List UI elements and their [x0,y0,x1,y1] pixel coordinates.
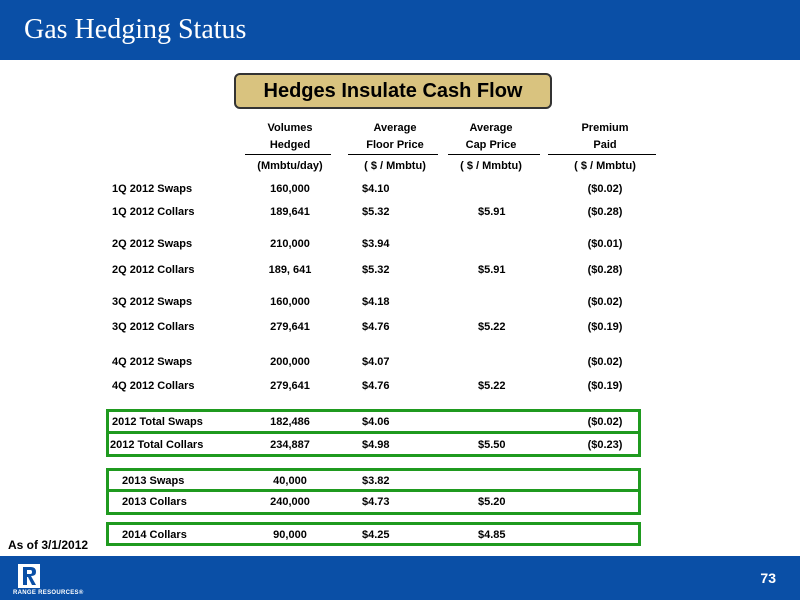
row-volume: 160,000 [270,183,310,195]
row-label: 2012 Total Collars [110,439,204,451]
row-premium: ($0.01) [587,238,623,250]
row-floor-price: $4.76 [362,321,390,333]
row-volume: 160,000 [270,296,310,308]
col-header-floor-line1: Average [373,122,417,134]
units-cap: ( $ / Mmbtu) [460,160,522,172]
logo-wordmark: RANGE RESOURCES® [13,590,84,596]
row-floor-price: $5.32 [362,264,390,276]
row-premium: ($0.19) [587,321,623,333]
row-floor-price: $4.07 [362,356,390,368]
col-header-volumes [240,120,340,154]
table-row [0,437,800,453]
row-volume: 210,000 [270,238,310,250]
table-row [0,262,800,278]
row-volume: 240,000 [270,496,310,508]
col-underline-cap [448,154,540,155]
row-volume: 90,000 [273,529,307,541]
row-floor-price: $3.94 [362,238,390,250]
row-volume: 40,000 [273,475,307,487]
row-cap-price: $5.20 [478,496,506,508]
col-header-cap-line2: Cap Price [465,139,517,151]
row-volume: 234,887 [270,439,310,451]
table-row [0,294,800,310]
col-underline-premium [548,154,656,155]
col-header-volumes-line2: Hedged [269,139,311,151]
header-bar [0,0,800,60]
col-header-premium-line1: Premium [581,122,629,134]
row-premium: ($0.02) [587,356,623,368]
row-premium: ($0.19) [587,380,623,392]
col-header-premium [555,120,655,154]
units-premium: ( $ / Mmbtu) [574,160,636,172]
row-floor-price: $4.25 [362,529,390,541]
table-row [0,494,800,510]
table-row [0,527,800,543]
row-label: 1Q 2012 Swaps [112,183,193,195]
row-cap-price: $5.91 [478,264,506,276]
row-label: 2Q 2012 Swaps [112,238,193,250]
as-of-date: As of 3/1/2012 [8,538,89,552]
table-row [0,473,800,489]
row-volume: 279,641 [270,321,310,333]
table-row [0,236,800,252]
row-premium: ($0.02) [587,296,623,308]
col-header-floor-line2: Floor Price [366,139,424,151]
row-label: 2Q 2012 Collars [112,264,195,276]
units-volumes: (Mmbtu/day) [257,160,323,172]
row-label: 3Q 2012 Swaps [112,296,193,308]
row-premium: ($0.23) [587,439,623,451]
col-header-cap-line1: Average [469,122,513,134]
highlight-box-separator [106,431,641,434]
row-volume: 189,641 [270,206,310,218]
row-cap-price: $5.50 [478,439,506,451]
col-header-volumes-line1: Volumes [267,122,313,134]
row-premium: ($0.02) [587,416,623,428]
row-volume: 200,000 [270,356,310,368]
row-premium: ($0.28) [587,206,623,218]
row-label: 4Q 2012 Collars [112,380,195,392]
row-floor-price: $4.98 [362,439,390,451]
table-row [0,319,800,335]
row-floor-price: $5.32 [362,206,390,218]
row-volume: 279,641 [270,380,310,392]
row-label: 3Q 2012 Collars [112,321,195,333]
row-floor-price: $4.18 [362,296,390,308]
col-underline-volumes [245,154,331,155]
row-floor-price: $4.06 [362,416,390,428]
units-floor: ( $ / Mmbtu) [364,160,426,172]
row-premium: ($0.28) [587,264,623,276]
row-label: 2014 Collars [122,529,187,541]
row-volume: 189, 641 [268,264,312,276]
range-resources-logo-icon [18,564,40,588]
row-label: 1Q 2012 Collars [112,206,195,218]
row-label: 4Q 2012 Swaps [112,356,193,368]
col-underline-floor [348,154,438,155]
row-floor-price: $3.82 [362,475,390,487]
row-cap-price: $4.85 [478,529,506,541]
row-premium: ($0.02) [587,183,623,195]
table-row [0,204,800,220]
col-header-cap [441,120,541,154]
table-row [0,414,800,430]
table-row [0,378,800,394]
highlight-box-separator [106,489,641,492]
page-number: 73 [760,570,776,586]
row-floor-price: $4.73 [362,496,390,508]
row-floor-price: $4.10 [362,183,390,195]
col-header-floor [345,120,445,154]
table-row [0,354,800,370]
row-floor-price: $4.76 [362,380,390,392]
footer-bar [0,556,800,600]
row-volume: 182,486 [270,416,310,428]
row-label: 2013 Collars [122,496,187,508]
row-label: 2012 Total Swaps [112,416,203,428]
row-cap-price: $5.91 [478,206,506,218]
banner-callout: Hedges Insulate Cash Flow [234,73,552,109]
row-cap-price: $5.22 [478,380,506,392]
table-row [0,181,800,197]
row-label: 2013 Swaps [122,475,185,487]
col-header-premium-line2: Paid [593,139,617,151]
page-title: Gas Hedging Status [24,14,247,45]
row-cap-price: $5.22 [478,321,506,333]
